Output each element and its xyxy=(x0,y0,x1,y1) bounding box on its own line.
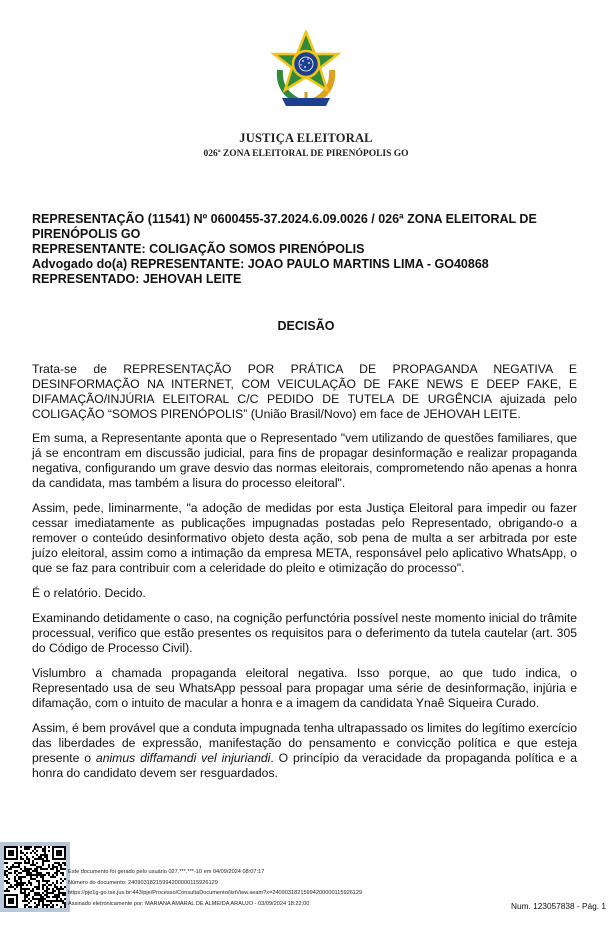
electoral-zone-title: 026ª ZONA ELEITORAL DE PIRENÓPOLIS GO xyxy=(203,149,409,159)
qr-code-frame xyxy=(0,842,70,912)
signed-by-line: Assinado eletronicamente por: MARIANA AMARAL DE ALMEIDA ARAUJO - 03/09/2024 18:22:00 xyxy=(68,900,310,907)
plaintiff-lawyer: Advogado do(a) REPRESENTANTE: JOAO PAULO MARTINS LIMA - GO40868 xyxy=(32,257,489,271)
case-header xyxy=(32,212,572,287)
paragraph: Em suma, a Representante aponta que o Representado "vem utilizando de questões familiares, que já se encontram em discussão judicial, para fins de propagar desinformação e realizar propaganda negativa, configurando um grave desvio das normas eleitorais, comprometendo não apenas a honra da candidata, mas também a lisura do processo eleitoral". xyxy=(32,431,577,490)
paragraph: Trata-se de REPRESENTAÇÃO POR PRÁTICA DE PROPAGANDA NEGATIVA E DESINFORMAÇÃO NA INTERNET, COM VEICULAÇÃO DE FAKE NEWS E DEEP FAKE, E DIFAMAÇÃO/INJÚRIA ELEITORAL C/C PEDIDO DE TUTELA DE URGÊNCIA ajuizada pelo COLIGAÇÃO “SOMOS PIRENÓPOLIS” (União Brasil/Novo) em face de JEHOVAH LEITE. xyxy=(32,362,577,421)
plaintiff: REPRESENTANTE: COLIGAÇÃO SOMOS PIRENÓPOLIS xyxy=(32,242,365,256)
defendant: REPRESENTADO: JEHOVAH LEITE xyxy=(32,272,242,286)
decision-body xyxy=(32,362,577,791)
latin-expression: animus diffamandi vel injuriandi xyxy=(95,751,271,765)
brazil-coat-of-arms-icon xyxy=(270,30,342,112)
document-url-link[interactable]: https://pje1g-go.tse.jus.br:443/pje/Processo/ConsultaDocumento/listView.seam?x=24090318215994200000115926129 xyxy=(68,890,363,896)
decision-title: DECISÃO xyxy=(277,319,335,333)
paragraph-last xyxy=(32,721,577,781)
document-number-line: Número do documento: 24090318215994200000115926129 xyxy=(68,879,218,886)
paragraph-text: . O princípio da veracidade da propaganda política e a honra do candidato devem ser resguardados. xyxy=(32,751,577,780)
court-title: JUSTIÇA ELEITORAL xyxy=(239,131,373,145)
page-reference: Num. 123057838 - Pág. 1 xyxy=(510,901,606,911)
case-number: REPRESENTAÇÃO (11541) Nº 0600455-37.2024.6.09.0026 / 026ª ZONA ELEITORAL DE PIRENÓPOLIS GO xyxy=(32,212,537,241)
qr-code-icon xyxy=(4,846,66,908)
paragraph: Assim, pede, liminarmente, "a adoção de medidas por esta Justiça Eleitoral para impedir ou fazer cessar imediatamente as publicações impugnadas postadas pelo Representado, obrigando-o a remover o conteúdo desinformativo objeto desta ação, sob pena de multa a ser arbitrada por este juízo eleitoral, assim como a intimação da empresa META, responsável pelo aplicativo WhatsApp, o que se faz para contribuir com a celeridade do pleito e otimização do processo". xyxy=(32,501,577,575)
paragraph: É o relatório. Decido. xyxy=(32,586,146,600)
generated-line: Este documento foi gerado pelo usuário 027.***.***-10 em 04/09/2024 08:07:17 xyxy=(68,869,265,875)
paragraph-text: Assim, é bem provável que a conduta impugnada tenha ultrapassado os limites do legítimo exercício das liberdades de expressão, manifestação do pensamento e convicção política e que esteja presente o xyxy=(32,721,577,765)
signature-metadata xyxy=(68,867,488,909)
paragraph: Vislumbro a chamada propaganda eleitoral negativa. Isso porque, ao que tudo indica, o Representado usa de seu WhatsApp pessoal para propagar uma série de desinformação, injúria e difamação, com o intuito de macular a honra e a imagem da candidata Ynaê Siqueira Curado. xyxy=(32,666,577,710)
paragraph: Examinando detidamente o caso, na cognição perfunctória possível neste momento inicial do trâmite processual, verifico que estão presentes os requisitos para o deferimento da tutela cautelar (art. 305 do Código de Processo Civil). xyxy=(32,611,577,655)
